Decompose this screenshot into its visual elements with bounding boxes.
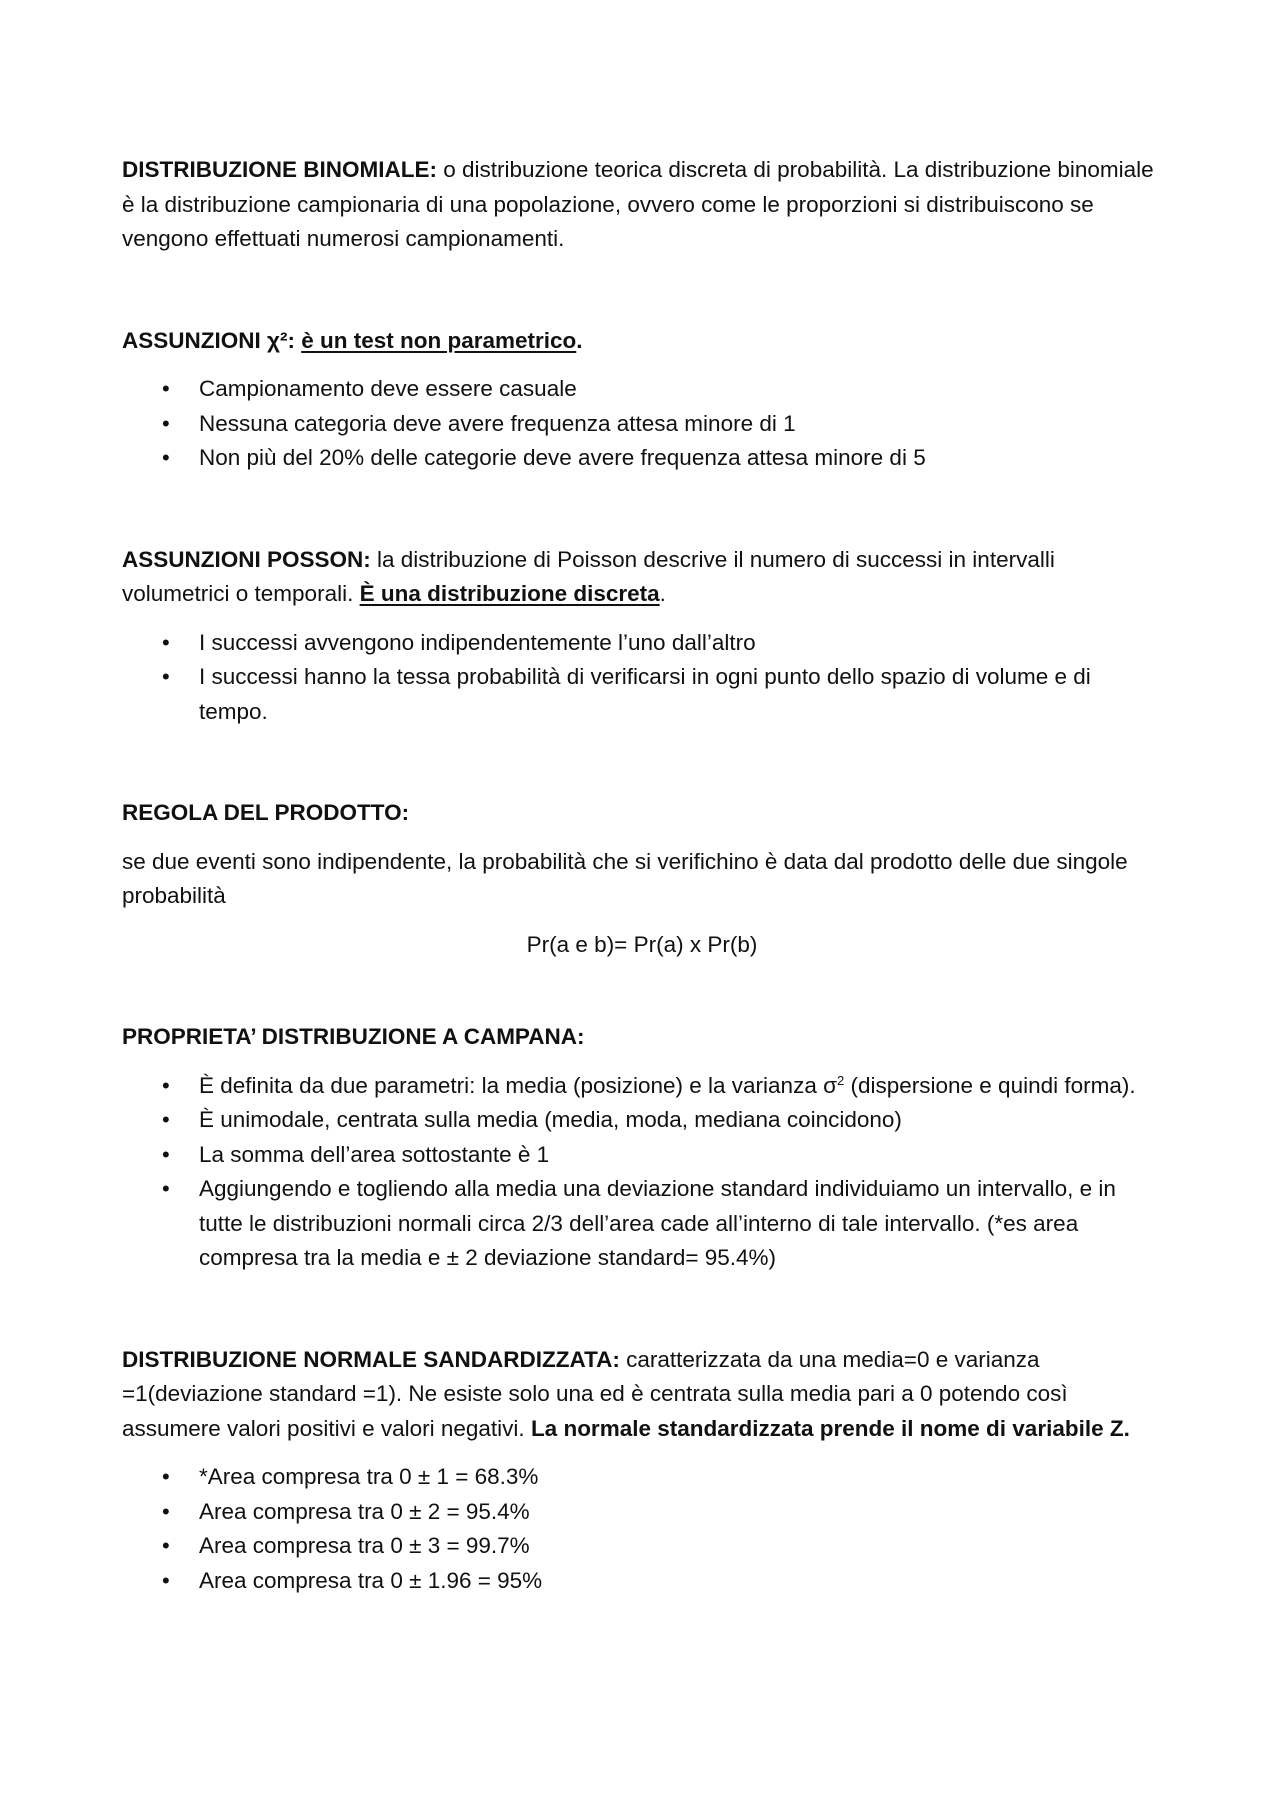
list-item: • Nessuna categoria deve avere frequenza attesa minore di 1 [122,407,1162,442]
list-item: • È unimodale, centrata sulla media (media, moda, mediana coincidono) [122,1103,1162,1138]
list-item: • Campionamento deve essere casuale [122,372,1162,407]
standard-normal-bold-tail: La normale standardizzata prende il nome di variabile Z. [530,1415,1130,1441]
poisson-emphasis: È una distribuzione discreta [359,581,660,606]
standard-normal-paragraph [122,1343,1162,1447]
chi2-emphasis: è un test non parametrico [301,327,577,353]
binomial-paragraph [122,153,1162,257]
document-page [122,153,1162,1598]
poisson-heading: ASSUNZIONI POSSON: [122,546,371,572]
binomial-text: o distribuzione teorica discreta di probabilità. La distribuzione binomiale è la distribuzione campionaria di una popolazione, ovvero come le proporzioni si distribuiscono se vengono effettuati numerosi campionamenti. [122,157,1154,251]
bell-curve-heading-line [122,1020,1162,1055]
list-item: • La somma dell’area sottostante è 1 [122,1138,1162,1173]
binomial-heading: DISTRIBUZIONE BINOMIALE: [122,157,437,182]
bell-curve-heading: PROPRIETA’ DISTRIBUZIONE A CAMPANA: [122,1024,585,1049]
list-item: • I successi hanno la tessa probabilità di verificarsi in ogni punto dello spazio di volume e di tempo. [122,660,1162,729]
list-item: • Non più del 20% delle categorie deve avere frequenza attesa minore di 5 [122,441,1162,476]
chi2-heading: ASSUNZIONI χ²: [122,327,295,353]
product-rule-formula: Pr(a e b)= Pr(a) x Pr(b) [526,931,758,957]
product-rule-heading-line [122,796,1162,831]
product-rule-heading: REGOLA DEL PRODOTTO: [122,800,410,825]
poisson-text: la distribuzione di Poisson descrive il numero di successi in intervalli volumetrici o temporali. [122,546,1055,606]
chi2-heading-line [122,324,1162,359]
list-item: • Area compresa tra 0 ± 3 = 99.7% [122,1529,1162,1564]
list-item [122,1069,1162,1104]
list-item: • I successi avvengono indipendentemente l’uno dall’altro [122,626,1162,661]
chi2-period: . [576,327,583,353]
bell-item1-rest: (dispersione e quindi forma). [844,1072,1136,1098]
standard-normal-heading: DISTRIBUZIONE NORMALE SANDARDIZZATA: [122,1346,620,1372]
poisson-assumptions-list [122,626,1162,730]
chi2-assumptions-list [122,372,1162,476]
bell-curve-properties-list [122,1069,1162,1276]
list-item: • Aggiungendo e togliendo alla media una deviazione standard individuiamo un intervallo, e in tutte le distribuzioni normali circa 2/3 dell’area cade all’interno di tale intervallo. (*es area compresa tra la media e ± 2 deviazione standard= 95.4%) [122,1172,1162,1276]
list-item: • Area compresa tra 0 ± 1.96 = 95% [122,1564,1162,1599]
list-item: • *Area compresa tra 0 ± 1 = 68.3% [122,1460,1162,1495]
standard-normal-text: caratterizzata da una media=0 e varianza =1(deviazione standard =1). Ne esiste solo una ed è centrata sulla media pari a 0 potendo così assumere valori positivi e valori negativi. [122,1346,1068,1441]
standard-normal-areas-list [122,1460,1162,1598]
product-rule-text: se due eventi sono indipendente, la probabilità che si verifichino è data dal prodotto delle due singole probabilità [122,848,1128,908]
list-item: • Area compresa tra 0 ± 2 = 95.4% [122,1495,1162,1530]
bell-item1-text: È definita da due parametri: la media (posizione) e la varianza σ [199,1072,837,1098]
superscript-two: 2 [836,1072,845,1088]
poisson-period: . [659,581,666,606]
poisson-paragraph [122,543,1162,612]
